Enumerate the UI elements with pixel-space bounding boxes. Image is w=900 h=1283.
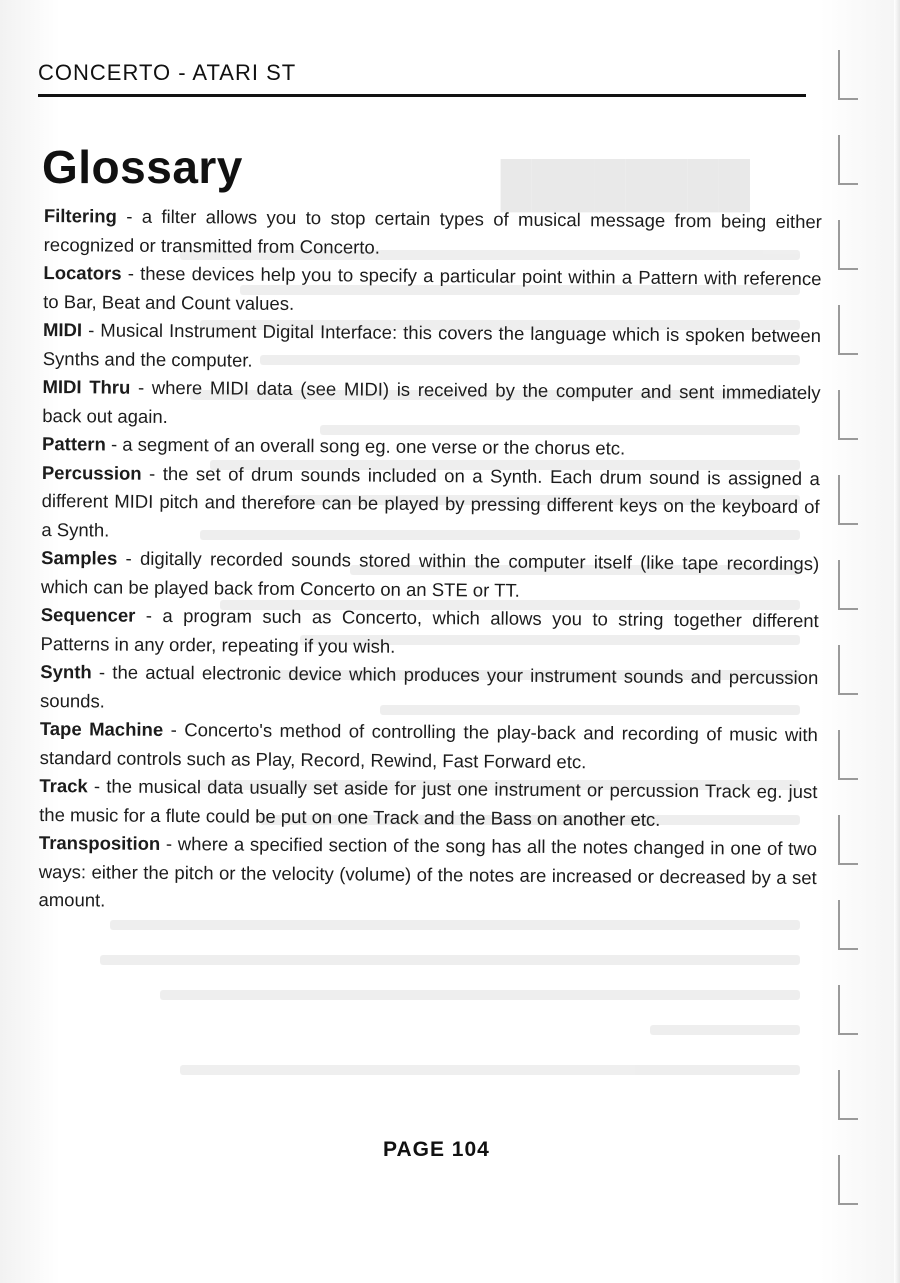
glossary-definition: - digitally recorded sounds stored within the computer itself (like tape recordings) which can be played back from Concerto on an STE or TT. (40, 547, 820, 601)
glossary-term: MIDI Thru (42, 375, 131, 398)
glossary-entry-midi-thru (42, 373, 820, 436)
glossary-definition: - a filter allows you to stop certain types of musical message from being either recognized or transmitted from Concerto. (43, 205, 822, 258)
glossary-definition: - Musical Instrument Digital Interface: this covers the language which is spoken between Synths and the computer. (42, 319, 822, 371)
glossary-entry-midi (43, 316, 821, 379)
glossary-term: Percussion (41, 461, 142, 484)
glossary-term: Locators (43, 261, 122, 284)
page-title: Glossary (42, 141, 243, 193)
index-tab-mark (838, 475, 858, 525)
glossary-entry-samples (41, 544, 819, 607)
index-tab-mark (838, 815, 858, 865)
index-tab-marks (838, 40, 862, 1220)
glossary-entry-transposition (38, 829, 817, 921)
index-tab-mark (838, 390, 858, 440)
glossary-entry-synth (40, 658, 818, 721)
glossary-definition: - where a specified section of the song has all the notes changed in one of two ways: either the pitch or the velocity (volume) of the notes are increased or decreased by a set amount. (38, 832, 818, 911)
index-tab-mark (838, 305, 858, 355)
glossary-term: Tape Machine (39, 717, 164, 740)
bleed-through-line (110, 920, 800, 930)
index-tab-mark (838, 50, 858, 100)
bleed-through-line (650, 1025, 800, 1035)
index-tab-mark (838, 900, 858, 950)
glossary-entry-tape-machine (40, 715, 818, 778)
glossary-definition: - Concerto's method of controlling the play-back and recording of music with standard controls such as Play, Record, Rewind, Fast Forward etc. (39, 718, 818, 772)
glossary-definition: - a segment of an overall song eg. one verse or the chorus etc. (105, 433, 626, 459)
glossary-entry-sequencer (40, 601, 818, 664)
index-tab-mark (838, 560, 858, 610)
glossary-term: Synth (40, 660, 92, 683)
glossary-term: MIDI (42, 318, 83, 341)
glossary-definition: - the musical data usually set aside for just one instrument or percussion Track eg. just the music for a flute could be put on one Track and the Bass on another etc. (39, 775, 818, 830)
glossary-entry-percussion (41, 458, 820, 550)
glossary-term: Track (39, 774, 88, 797)
bleed-through-title: ████████ (500, 160, 750, 209)
index-tab-mark (838, 1155, 858, 1205)
glossary-term: Samples (41, 546, 118, 569)
glossary-definition: - a program such as Concerto, which allows you to string together different Patterns in any order, repeating if you wish. (40, 604, 819, 657)
index-tab-mark (838, 135, 858, 185)
glossary-term: Transposition (38, 831, 161, 854)
header-rule (38, 94, 806, 97)
glossary-definition: - where MIDI data (see MIDI) is received by the computer and sent immediately back out again. (42, 376, 821, 427)
header-title: CONCERTO - ATARI ST (38, 60, 297, 85)
index-tab-mark (838, 730, 858, 780)
glossary-term: Filtering (43, 204, 117, 227)
running-header (38, 60, 806, 86)
glossary-list (38, 202, 822, 921)
index-tab-mark (838, 220, 858, 270)
glossary-definition: - these devices help you to specify a particular point within a Pattern with reference to Bar, Beat and Count values. (43, 262, 822, 314)
glossary-definition: - the actual electronic device which produces your instrument sounds and percussion sounds. (40, 661, 819, 711)
bleed-through-line (180, 1065, 800, 1075)
glossary-definition: - the set of drum sounds included on a Synth. Each drum sound is assigned a different MIDI pitch and therefore can be played by pressing different keys on the keyboard of a Synth. (41, 462, 820, 541)
bleed-through-line (100, 955, 800, 965)
index-tab-mark (838, 1070, 858, 1120)
glossary-term: Pattern (42, 432, 106, 455)
bleed-through-line (160, 990, 800, 1000)
index-tab-mark (838, 985, 858, 1035)
glossary-entry-locators (43, 259, 821, 322)
index-tab-mark (838, 645, 858, 695)
glossary-term: Sequencer (40, 603, 136, 626)
glossary-entry-track (39, 772, 817, 835)
page-number: PAGE 104 (383, 1138, 490, 1161)
page-edge (894, 0, 900, 1283)
glossary-entry-filtering (44, 202, 822, 265)
